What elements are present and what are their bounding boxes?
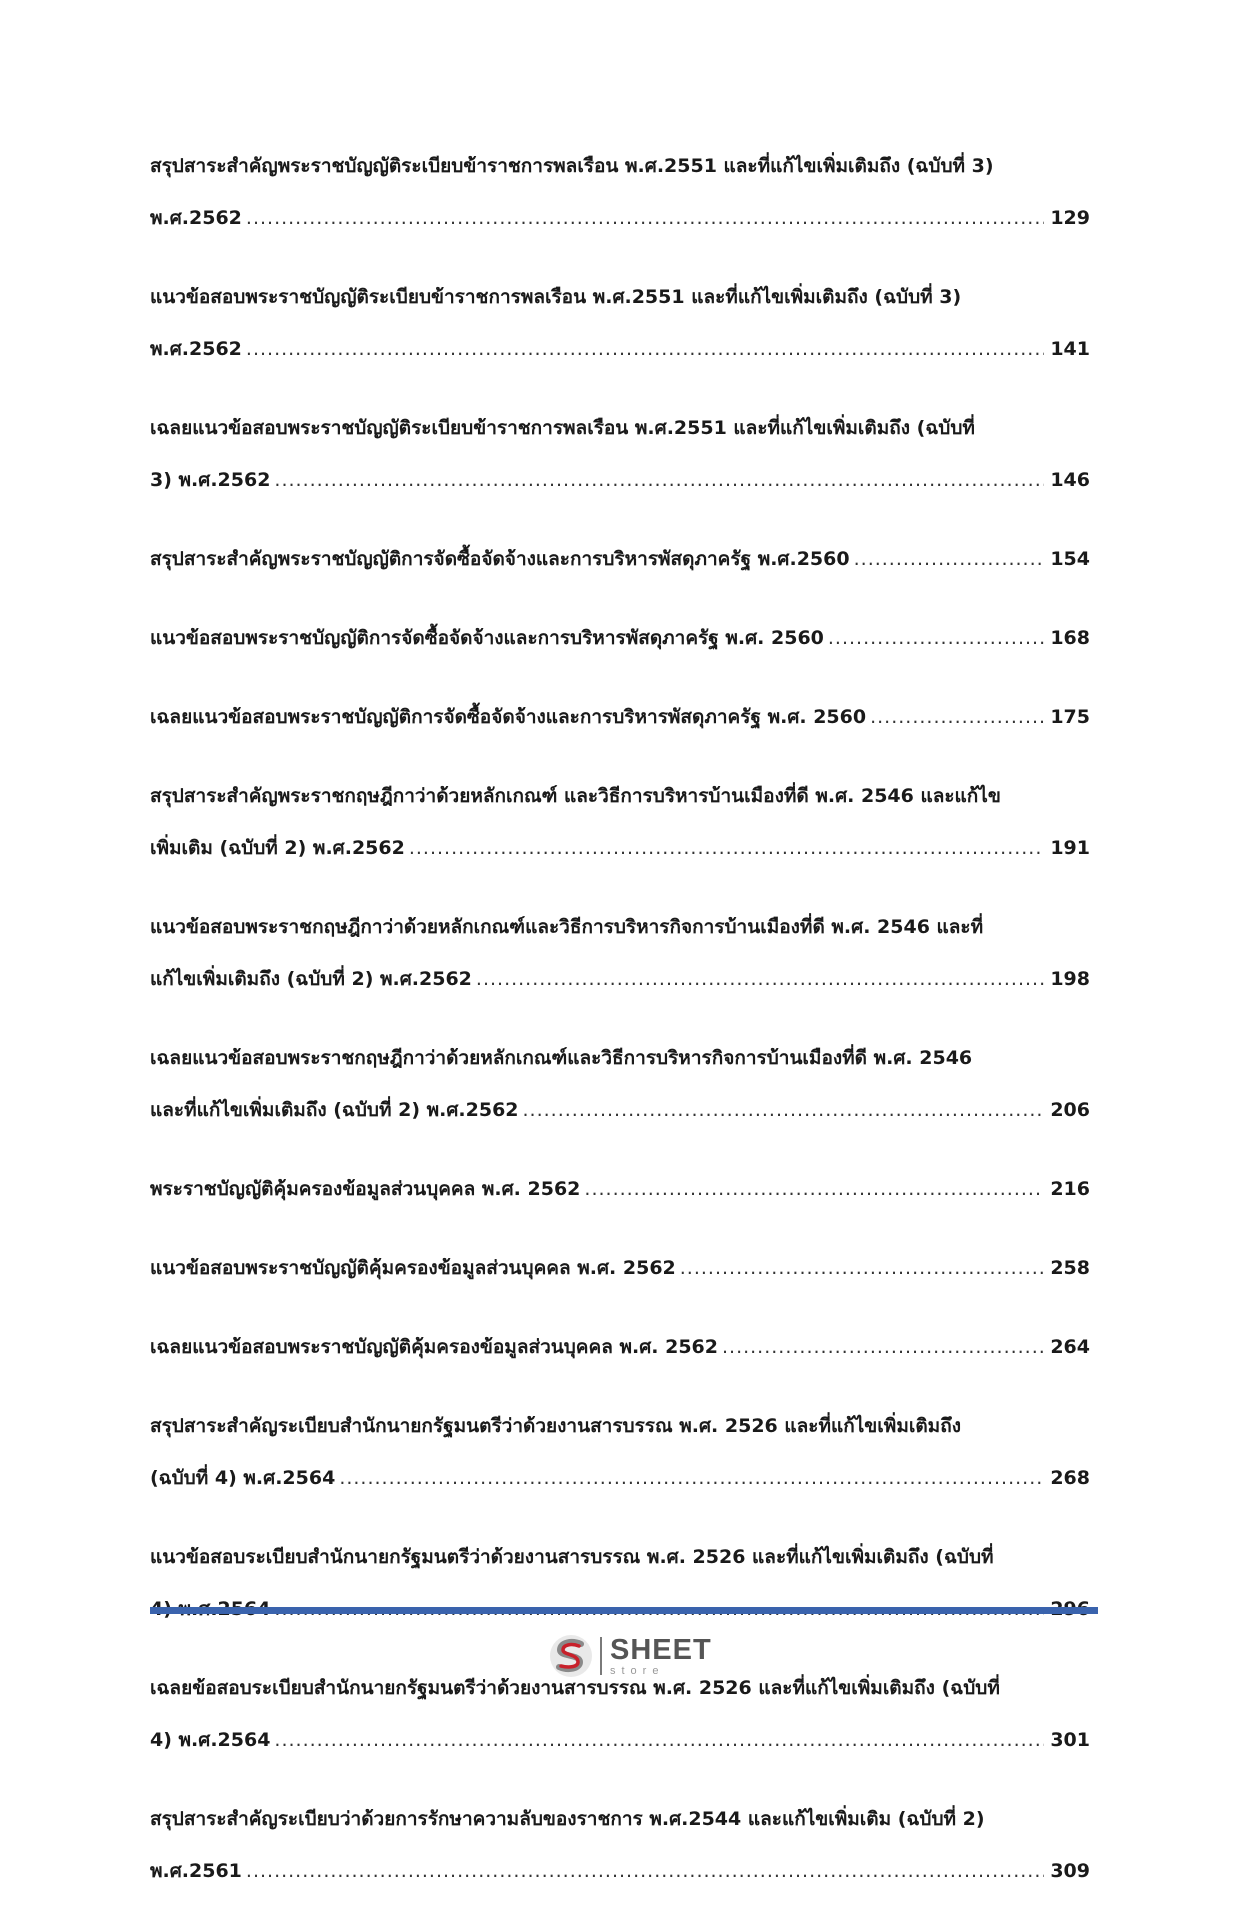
toc-page-number: 258	[1050, 1257, 1090, 1279]
toc-page-number: 309	[1050, 1860, 1090, 1882]
toc-entry-title-end: และที่แก้ไขเพิ่มเติมถึง (ฉบับที่ 2) พ.ศ.2562	[150, 1099, 519, 1121]
toc-entry-title-line: เฉลยแนวข้อสอบพระราชบัญญัติระเบียบข้าราชการพลเรือน พ.ศ.2551 และที่แก้ไขเพิ่มเติมถึง (ฉบับที่	[150, 417, 975, 439]
toc-entry-title-end: เพิ่มเติม (ฉบับที่ 2) พ.ศ.2562	[150, 837, 405, 859]
dot-leader	[246, 192, 1044, 244]
toc-entry-title-end: (ฉบับที่ 4) พ.ศ.2564	[150, 1467, 336, 1489]
toc-entry-title-end: พ.ศ.2561	[150, 1860, 242, 1882]
logo-subtitle: store	[610, 1664, 665, 1677]
dot-leader	[476, 953, 1044, 1005]
toc-entry-title-line: สรุปสาระสำคัญพระราชกฤษฎีกาว่าด้วยหลักเกณฑ์ และวิธีการบริหารบ้านเมืองที่ดี พ.ศ. 2546 และแก้ไข	[150, 785, 1001, 807]
toc-entry-title: เฉลยแนวข้อสอบพระราชบัญญัติการจัดซื้อจัดจ้างและการบริหารพัสดุภาครัฐ พ.ศ. 2560	[150, 706, 867, 728]
toc-entry[interactable]	[150, 691, 1090, 743]
toc-page-number: 264	[1050, 1336, 1090, 1358]
toc-entry[interactable]	[150, 1242, 1090, 1294]
dot-leader	[246, 323, 1044, 375]
dot-leader	[870, 691, 1044, 743]
toc-entry-title-line: แนวข้อสอบพระราชกฤษฎีกาว่าด้วยหลักเกณฑ์และวิธีการบริหารกิจการบ้านเมืองที่ดี พ.ศ. 2546 และที่	[150, 916, 984, 938]
toc-entry-title: เฉลยแนวข้อสอบพระราชบัญญัติคุ้มครองข้อมูลส่วนบุคคล พ.ศ. 2562	[150, 1336, 718, 1358]
sheet-store-logo	[548, 1631, 712, 1681]
toc-entry[interactable]	[150, 1793, 1090, 1897]
toc-entry[interactable]	[150, 1163, 1090, 1215]
toc-entry-title-end: 3) พ.ศ.2562	[150, 469, 271, 491]
toc-entry-title-line: สรุปสาระสำคัญระเบียบสำนักนายกรัฐมนตรีว่าด้วยงานสารบรรณ พ.ศ. 2526 และที่แก้ไขเพิ่มเติมถึง	[150, 1415, 961, 1437]
toc-entry-title-line: แนวข้อสอบพระราชบัญญัติระเบียบข้าราชการพลเรือน พ.ศ.2551 และที่แก้ไขเพิ่มเติมถึง (ฉบับที่ 3)	[150, 286, 962, 308]
dot-leader	[274, 1714, 1044, 1766]
toc-page-number: 216	[1050, 1178, 1090, 1200]
toc-entry-title-end: 4) พ.ศ.2564	[150, 1729, 271, 1751]
toc-entry[interactable]	[150, 402, 1090, 506]
toc-page-number: 191	[1050, 837, 1090, 859]
toc-page-number: 175	[1050, 706, 1090, 728]
toc-entry-title-end: แก้ไขเพิ่มเติมถึง (ฉบับที่ 2) พ.ศ.2562	[150, 968, 472, 990]
logo-wordmark	[610, 1633, 712, 1677]
toc-entry[interactable]	[150, 1400, 1090, 1504]
toc-entry-title-line: เฉลยแนวข้อสอบพระราชกฤษฎีกาว่าด้วยหลักเกณฑ์และวิธีการบริหารกิจการบ้านเมืองที่ดี พ.ศ. 2546	[150, 1047, 973, 1069]
toc-entry-title-line: สรุปสาระสำคัญพระราชบัญญัติระเบียบข้าราชการพลเรือน พ.ศ.2551 และที่แก้ไขเพิ่มเติมถึง (ฉบับที่ 3)	[150, 155, 994, 177]
dot-leader	[584, 1163, 1044, 1215]
toc-page-number: 198	[1050, 968, 1090, 990]
toc-entry-title-end: พ.ศ.2562	[150, 338, 242, 360]
toc-page-number: 168	[1050, 627, 1090, 649]
dot-leader	[339, 1452, 1044, 1504]
footer-rule	[150, 1607, 1098, 1614]
toc-entry-title: แนวข้อสอบพระราชบัญญัติคุ้มครองข้อมูลส่วนบุคคล พ.ศ. 2562	[150, 1257, 676, 1279]
dot-leader	[246, 1845, 1044, 1897]
dot-leader	[722, 1321, 1044, 1373]
toc-entry[interactable]	[150, 612, 1090, 664]
toc-entry-title-end: พ.ศ.2562	[150, 207, 242, 229]
dot-leader	[828, 612, 1044, 664]
toc-entry[interactable]	[150, 1321, 1090, 1373]
toc-entry-title-line: แนวข้อสอบระเบียบสำนักนายกรัฐมนตรีว่าด้วยงานสารบรรณ พ.ศ. 2526 และที่แก้ไขเพิ่มเติมถึง (ฉบับที่	[150, 1546, 994, 1568]
toc-page-number: 154	[1050, 548, 1090, 570]
toc-page-number: 301	[1050, 1729, 1090, 1751]
toc-entry-title: แนวข้อสอบพระราชบัญญัติการจัดซื้อจัดจ้างและการบริหารพัสดุภาครัฐ พ.ศ. 2560	[150, 627, 824, 649]
toc-entry[interactable]	[150, 1032, 1090, 1136]
toc-page-number: 268	[1050, 1467, 1090, 1489]
toc-page-number: 129	[1050, 207, 1090, 229]
logo-divider	[600, 1637, 602, 1675]
dot-leader	[854, 533, 1045, 585]
logo-name: SHEET	[610, 1633, 712, 1666]
toc-entry[interactable]	[150, 140, 1090, 244]
toc-entry-title: สรุปสาระสำคัญพระราชบัญญัติการจัดซื้อจัดจ้างและการบริหารพัสดุภาครัฐ พ.ศ.2560	[150, 548, 850, 570]
toc-entry[interactable]	[150, 1531, 1090, 1635]
dot-leader	[409, 822, 1045, 874]
dot-leader	[680, 1242, 1045, 1294]
toc-entry-title: พระราชบัญญัติคุ้มครองข้อมูลส่วนบุคคล พ.ศ. 2562	[150, 1178, 581, 1200]
toc-entry[interactable]	[150, 533, 1090, 585]
toc-page-number: 141	[1050, 338, 1090, 360]
toc-page-number: 146	[1050, 469, 1090, 491]
sheet-store-logo-icon	[548, 1633, 594, 1679]
toc-entry[interactable]	[150, 770, 1090, 874]
dot-leader	[274, 454, 1044, 506]
toc-entry[interactable]	[150, 901, 1090, 1005]
toc-entry-title-line: สรุปสาระสำคัญระเบียบว่าด้วยการรักษาความลับของราชการ พ.ศ.2544 และแก้ไขเพิ่มเติม (ฉบับที่ 2)	[150, 1808, 985, 1830]
toc-entry-title-line: เฉลยข้อสอบระเบียบสำนักนายกรัฐมนตรีว่าด้วยงานสารบรรณ พ.ศ. 2526 และที่แก้ไขเพิ่มเติมถึง (ฉบับที่	[150, 1677, 1000, 1699]
dot-leader	[523, 1084, 1045, 1136]
toc-page-number: 206	[1050, 1099, 1090, 1121]
toc-entry[interactable]	[150, 271, 1090, 375]
